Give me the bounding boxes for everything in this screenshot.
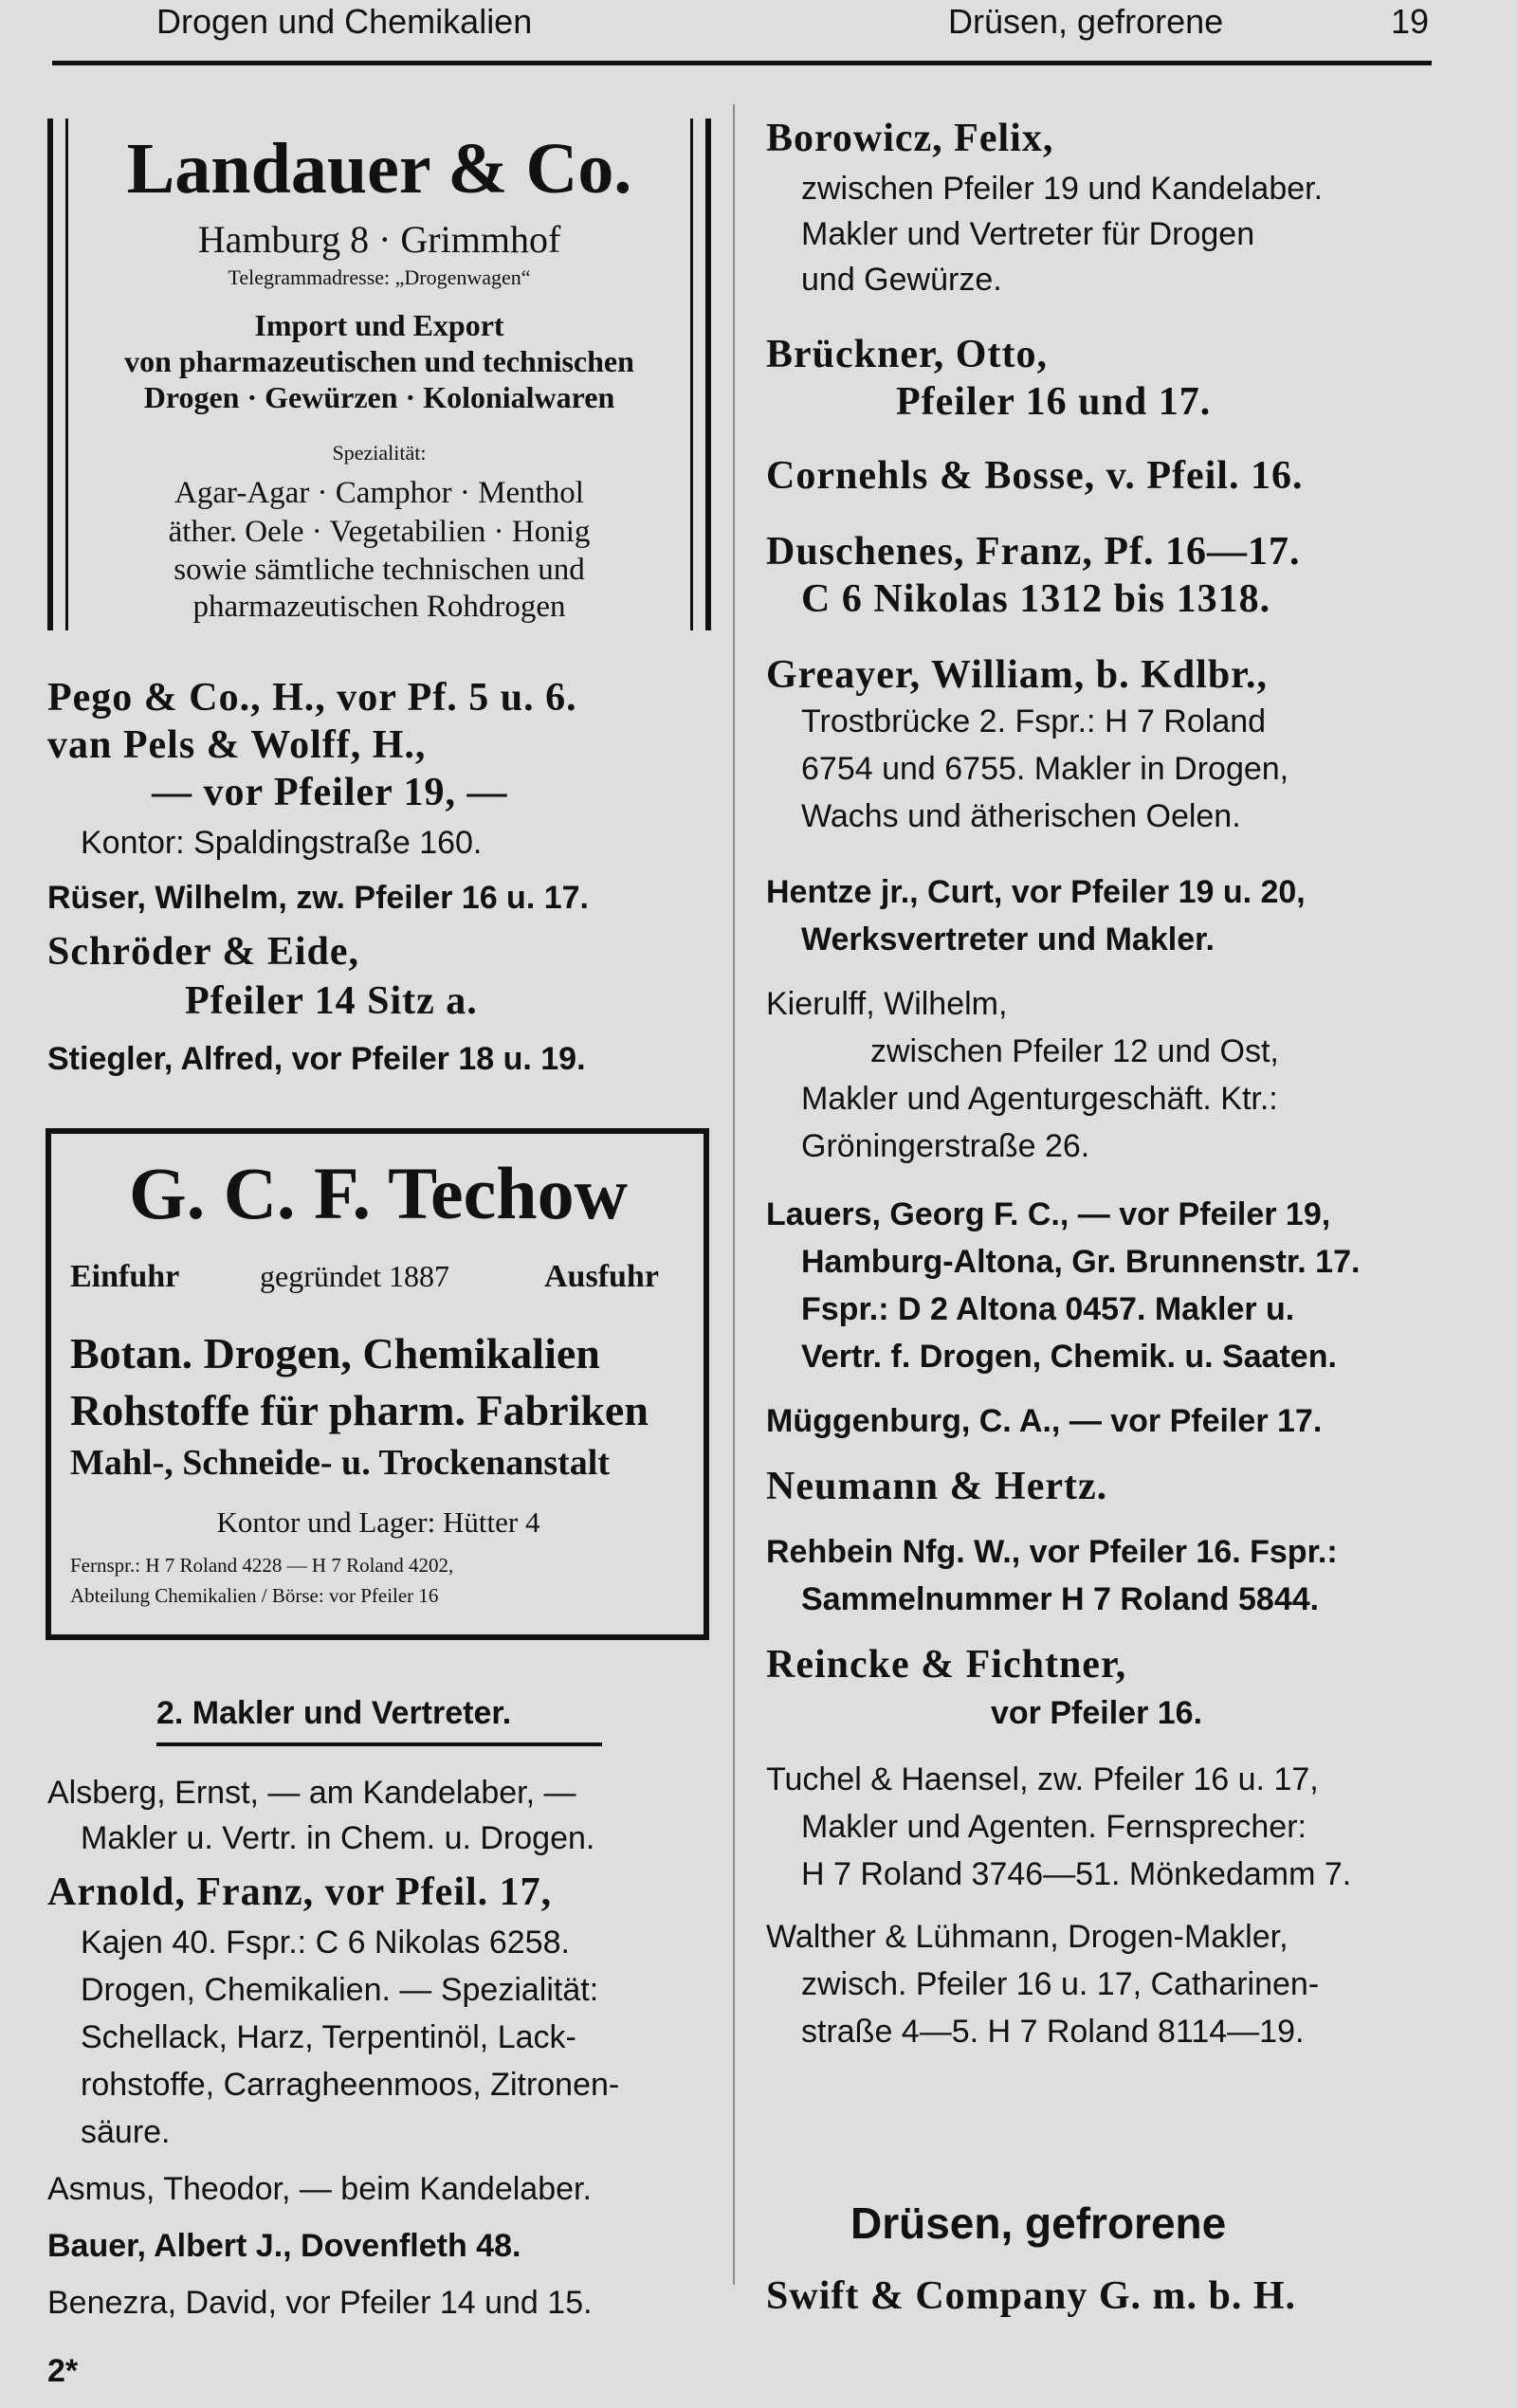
entry-bauer: Bauer, Albert J., Dovenfleth 48. (47, 2228, 521, 2264)
entry-greayer-line3: 6754 und 6755. Makler in Drogen, (801, 751, 1289, 787)
entry-lauers: Lauers, Georg F. C., — vor Pfeiler 19, (766, 1196, 1331, 1232)
entry-reincke: Reincke & Fichtner, (766, 1643, 1127, 1687)
ad-founded: gegründet 1887 (260, 1259, 449, 1293)
ad-line-3: Drogen · Gewürzen · Kolonialwaren (143, 380, 615, 414)
entry-arnold-line6: säure. (81, 2114, 171, 2150)
header-left: Drogen und Chemikalien (156, 2, 533, 41)
section-title: 2. Makler und Vertreter. (156, 1695, 512, 1731)
entry-hentze-line2: Werksvertreter und Makler. (801, 921, 1215, 958)
column-divider (733, 104, 735, 2285)
entry-kierulff: Kierulff, Wilhelm, (766, 986, 1008, 1022)
entry-neumann: Neumann & Hertz. (766, 1465, 1108, 1508)
advertisement-techow (46, 1128, 709, 1640)
entry-arnold-line5: rohstoffe, Carragheenmoos, Zitronen- (81, 2067, 620, 2103)
ad-spec-3: sowie sämtliche technischen und (174, 553, 585, 587)
ad-export-label: Ausfuhr (544, 1259, 659, 1294)
ad-import-label: Einfuhr (70, 1259, 180, 1294)
entry-rehbein: Rehbein Nfg. W., vor Pfeiler 16. Fspr.: (766, 1534, 1338, 1570)
entry-tuchel-line3: H 7 Roland 3746—51. Mönkedamm 7. (801, 1856, 1352, 1892)
ad-line-4: Kontor und Lager: Hütter 4 (216, 1505, 540, 1539)
entry-asmus: Asmus, Theodor, — beim Kandelaber. (47, 2171, 592, 2207)
ad-spec-2: äther. Oele · Vegetabilien · Honig (168, 515, 591, 549)
ad-border-left (47, 119, 68, 630)
entry-borowicz-line4: und Gewürze. (801, 262, 1002, 298)
entry-rehbein-line2: Sammelnummer H 7 Roland 5844. (801, 1581, 1320, 1617)
entry-walther-line3: straße 4—5. H 7 Roland 8114—19. (801, 2014, 1305, 2050)
ad-line-6: Abteilung Chemikalien / Börse: vor Pfeiler 16 (70, 1584, 439, 1607)
entry-kierulff-line4: Gröningerstraße 26. (801, 1128, 1090, 1164)
entry-duschenes: Duschenes, Franz, Pf. 16—17. (766, 530, 1301, 574)
ad-spec-label: Spezialität: (332, 441, 427, 465)
header-right: Drüsen, gefrorene (948, 2, 1224, 41)
entry-schroder: Schröder & Eide, (47, 930, 360, 974)
section-rule (156, 1742, 602, 1746)
entry-lauers-line4: Vertr. f. Drogen, Chemik. u. Saaten. (801, 1339, 1337, 1375)
ad-company-name: G. C. F. Techow (129, 1152, 628, 1234)
ad-line-2: von pharmazeutischen und technischen (124, 344, 634, 378)
entry-borowicz-line3: Makler und Vertreter für Drogen (801, 216, 1255, 252)
entry-benezra: Benezra, David, vor Pfeiler 14 und 15. (47, 2285, 593, 2321)
ad-border-right (690, 119, 711, 630)
entry-borowicz-line2: zwischen Pfeiler 19 und Kandelaber. (801, 171, 1324, 207)
ad-company-name: Landauer & Co. (126, 129, 632, 209)
entry-pels-location: — vor Pfeiler 19, — (152, 771, 508, 814)
ad-telegram: Telegrammadresse: „Drogenwagen“ (228, 265, 531, 289)
entry-bruckner-location: Pfeiler 16 und 17. (896, 380, 1212, 424)
entry-hentze: Hentze jr., Curt, vor Pfeiler 19 u. 20, (766, 874, 1306, 910)
entry-kierulff-line3: Makler und Agenturgeschäft. Ktr.: (801, 1081, 1278, 1117)
entry-lauers-line2: Hamburg-Altona, Gr. Brunnenstr. 17. (801, 1244, 1361, 1280)
page-number: 19 (1391, 2, 1430, 41)
signature-mark: 2* (47, 2353, 79, 2389)
ad-line-1: Botan. Drogen, Chemikalien (70, 1329, 600, 1377)
entry-lauers-line3: Fspr.: D 2 Altona 0457. Makler u. (801, 1291, 1295, 1327)
entry-cornehls: Cornehls & Bosse, v. Pfeil. 16. (766, 454, 1304, 498)
ad-line-2: Rohstoffe für pharm. Fabriken (70, 1386, 649, 1434)
entry-schroder-location: Pfeiler 14 Sitz a. (185, 979, 478, 1023)
running-header (52, 0, 1432, 65)
entry-arnold: Arnold, Franz, vor Pfeil. 17, (47, 1870, 553, 1914)
section-heading-drusen: Drüsen, gefrorene (850, 2198, 1227, 2248)
ad-spec-4: pharmazeutischen Rohdrogen (192, 590, 566, 624)
entry-pels-office: Kontor: Spaldingstraße 160. (81, 825, 483, 861)
entry-arnold-line4: Schellack, Harz, Terpentinöl, Lack- (81, 2019, 576, 2055)
entry-greayer-line4: Wachs und ätherischen Oelen. (801, 798, 1241, 834)
entry-tuchel: Tuchel & Haensel, zw. Pfeiler 16 u. 17, (766, 1761, 1319, 1797)
entry-greayer-line2: Trostbrücke 2. Fspr.: H 7 Roland (801, 703, 1267, 739)
advertisement-landauer (47, 119, 711, 630)
entry-tuchel-line2: Makler und Agenten. Fernsprecher: (801, 1809, 1307, 1845)
entry-alsberg-desc: Makler u. Vertr. in Chem. u. Drogen. (81, 1820, 595, 1856)
entry-borowicz: Borowicz, Felix, (766, 117, 1054, 160)
entry-arnold-line2: Kajen 40. Fspr.: C 6 Nikolas 6258. (81, 1925, 570, 1961)
entry-walther: Walther & Lühmann, Drogen-Makler, (766, 1919, 1289, 1955)
ad-line-5: Fernspr.: H 7 Roland 4228 — H 7 Roland 4202, (70, 1554, 454, 1577)
entry-bruckner: Brückner, Otto, (766, 333, 1048, 376)
entry-muggenburg: Müggenburg, C. A., — vor Pfeiler 17. (766, 1403, 1323, 1439)
ad-line-3: Mahl-, Schneide- u. Trockenanstalt (70, 1443, 610, 1483)
entry-duschenes-phone: C 6 Nikolas 1312 bis 1318. (801, 577, 1271, 621)
entry-pels: van Pels & Wolff, H., (47, 723, 427, 767)
entry-kierulff-line2: zwischen Pfeiler 12 und Ost, (870, 1033, 1279, 1069)
ad-address: Hamburg 8 · Grimmhof (197, 218, 561, 261)
entry-stiegler: Stiegler, Alfred, vor Pfeiler 18 u. 19. (47, 1041, 586, 1077)
entry-pego: Pego & Co., H., vor Pf. 5 u. 6. (47, 676, 577, 720)
entry-walther-line2: zwisch. Pfeiler 16 u. 17, Catharinen- (801, 1966, 1320, 2002)
entry-swift: Swift & Company G. m. b. H. (766, 2274, 1297, 2318)
entry-reincke-location: vor Pfeiler 16. (991, 1695, 1203, 1731)
entry-greayer: Greayer, William, b. Kdlbr., (766, 653, 1268, 697)
entry-arnold-line3: Drogen, Chemikalien. — Spezialität: (81, 1972, 599, 2008)
entry-ruser: Rüser, Wilhelm, zw. Pfeiler 16 u. 17. (47, 880, 589, 916)
entry-alsberg: Alsberg, Ernst, — am Kandelaber, — (47, 1775, 576, 1811)
ad-spec-1: Agar-Agar · Camphor · Menthol (174, 476, 584, 510)
ad-line-1: Import und Export (254, 308, 504, 342)
